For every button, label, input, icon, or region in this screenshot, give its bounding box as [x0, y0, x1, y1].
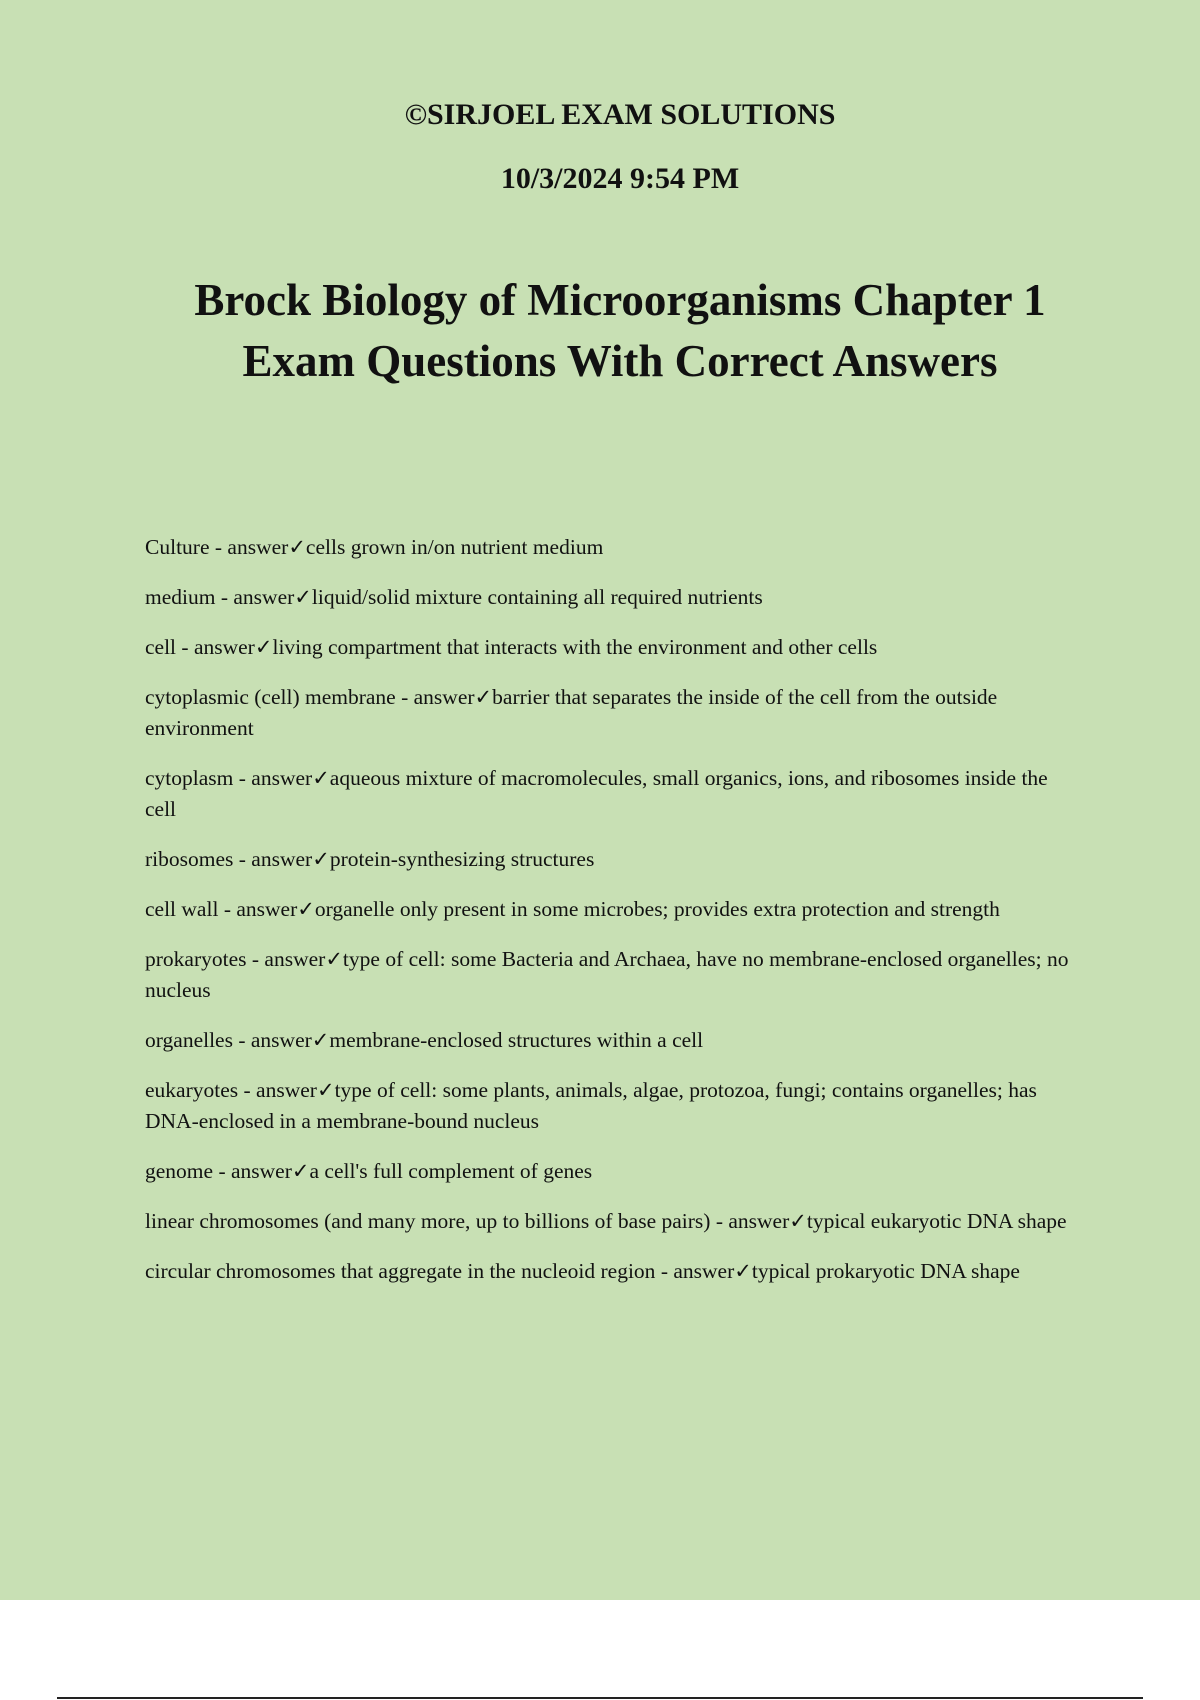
- list-item: [145, 1256, 1080, 1287]
- list-item: [145, 532, 1080, 563]
- qa-term: Culture: [145, 535, 210, 559]
- checkmark-icon: ✓: [294, 585, 312, 609]
- qa-term: linear chromosomes (and many more, up to billions of base pairs): [145, 1209, 711, 1233]
- checkmark-icon: ✓: [311, 1028, 330, 1052]
- list-item: [145, 944, 1080, 1006]
- checkmark-icon: ✓: [734, 1259, 752, 1283]
- list-item: [145, 632, 1080, 663]
- qa-term: circular chromosomes that aggregate in the nucleoid region: [145, 1259, 656, 1283]
- qa-answer: type of cell: some Bacteria and Archaea, have no membrane-enclosed organelles; no nucleus: [145, 947, 1069, 1002]
- qa-term: medium: [145, 585, 216, 609]
- qa-separator: - answer: [395, 685, 475, 709]
- qa-term: cytoplasm: [145, 766, 234, 790]
- document-title-line-1: Brock Biology of Microorganisms Chapter 1: [194, 275, 1046, 325]
- document-title: [120, 270, 1120, 392]
- qa-answer: protein-synthesizing structures: [329, 847, 595, 871]
- qa-answer: a cell's full complement of genes: [309, 1159, 593, 1183]
- qa-term: cell wall: [145, 897, 219, 921]
- list-item: [145, 844, 1080, 875]
- checkmark-icon: ✓: [316, 1078, 335, 1102]
- list-item: [145, 763, 1080, 825]
- qa-answer: typical eukaryotic DNA shape: [806, 1209, 1067, 1233]
- qa-answer: living compartment that interacts with the environment and other cells: [272, 635, 878, 659]
- list-item: [145, 894, 1080, 925]
- list-item: [145, 1025, 1080, 1056]
- qa-answer: organelle only present in some microbes; provides extra protection and strength: [314, 897, 1000, 921]
- qa-separator: - answer: [209, 535, 289, 559]
- qa-term: cell: [145, 635, 177, 659]
- bottom-rule: [57, 1697, 1143, 1699]
- qa-term: genome: [145, 1159, 214, 1183]
- qa-separator: - answer: [215, 585, 295, 609]
- list-item: [145, 1156, 1080, 1187]
- checkmark-icon: ✓: [288, 535, 306, 559]
- qa-answer: membrane-enclosed structures within a cell: [329, 1028, 704, 1052]
- qa-term: cytoplasmic (cell) membrane: [145, 685, 396, 709]
- checkmark-icon: ✓: [297, 897, 315, 921]
- qa-answer: aqueous mixture of macromolecules, small organics, ions, and ribosomes inside the cell: [145, 766, 1048, 821]
- qa-separator: - answer: [246, 947, 326, 971]
- qa-separator: - answer: [232, 1028, 312, 1052]
- qa-separator: - answer: [218, 897, 298, 921]
- checkmark-icon: ✓: [254, 635, 273, 659]
- qa-term: prokaryotes: [145, 947, 247, 971]
- checkmark-icon: ✓: [312, 766, 330, 790]
- qa-separator: - answer: [176, 635, 255, 659]
- document-title-line-2: Exam Questions With Correct Answers: [242, 336, 998, 386]
- document-datetime: 10/3/2024 9:54 PM: [500, 162, 740, 195]
- list-item: [145, 682, 1080, 744]
- list-item: [145, 1075, 1080, 1137]
- checkmark-icon: ✓: [312, 847, 330, 871]
- qa-answer: cells grown in/on nutrient medium: [305, 535, 604, 559]
- qa-answer: barrier that separates the inside of the cell from the outside environment: [145, 685, 998, 740]
- qa-term: eukaryotes: [145, 1078, 239, 1102]
- qa-separator: - answer: [233, 766, 313, 790]
- qa-term: organelles: [145, 1028, 233, 1052]
- qa-answer: liquid/solid mixture containing all required nutrients: [311, 585, 763, 609]
- qa-term: ribosomes: [145, 847, 234, 871]
- qa-separator: - answer: [238, 1078, 317, 1102]
- qa-separator: - answer: [655, 1259, 735, 1283]
- checkmark-icon: ✓: [789, 1209, 807, 1233]
- copyright-header: ©SIRJOEL EXAM SOLUTIONS: [404, 98, 836, 131]
- qa-answer: type of cell: some plants, animals, algae, protozoa, fungi; contains organelles; has DNA-enclosed in a membrane-bound nucleus: [145, 1078, 1037, 1133]
- qa-answer: typical prokaryotic DNA shape: [751, 1259, 1020, 1283]
- qa-separator: - answer: [213, 1159, 292, 1183]
- qa-separator: - answer: [710, 1209, 790, 1233]
- qa-list: [145, 532, 1080, 1306]
- qa-separator: - answer: [233, 847, 313, 871]
- checkmark-icon: ✓: [474, 685, 493, 709]
- checkmark-icon: ✓: [325, 947, 343, 971]
- list-item: [145, 582, 1080, 613]
- list-item: [145, 1206, 1080, 1237]
- checkmark-icon: ✓: [291, 1159, 310, 1183]
